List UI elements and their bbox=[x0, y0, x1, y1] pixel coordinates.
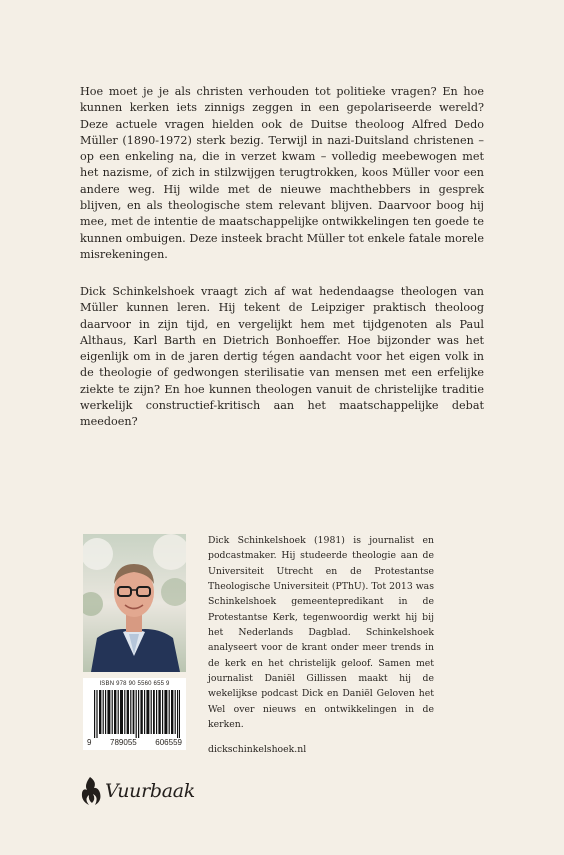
isbn-barcode-box bbox=[83, 678, 186, 750]
description-paragraph-2: Dick Schinkelshoek vraagt zich af wat hedendaagse theologen van Müller kunnen leren. Hij tekent de Leipziger praktisch theoloog daarvoor in zijn tijd, en vergelijkt hem met tijdgenoten als Paul Althaus, Karl Barth en Dietrich Bonhoeffer. Hoe bijzonder was het eigenlijk om in de jaren dertig tégen aandacht voor het eigen volk in de theologie of gedwongen sterilisatie van mensen met een erfelijke ziekte te zijn? En hoe kunnen theologen vanuit de christelijke traditie werkelijk constructief-kritisch aan het maatschappelijke debat meedoen? bbox=[80, 285, 484, 429]
isbn-digits-right: 606559 bbox=[155, 738, 182, 747]
description-paragraph-1: Hoe moet je je als christen verhouden tot politieke vragen? En hoe kunnen kerken iets zinnigs zeggen in een gepolariseerde wereld? Deze actuele vragen hielden ook de Duitse theoloog Alfred Dedo Müller (1890-1972) sterk bezig. Terwijl in nazi-Duitsland christenen – op een enkeling na, die in verzet kwam – volledig meebewogen met het nazisme, of zich in stilzwijgen terugtrokken, koos Müller voor een andere weg. Hij wilde met de nieuwe machthebbers in gesprek blijven, en als theologische stem relevant blijven. Daarvoor boog hij mee, met de intentie de maatschappelijke ontwikkelingen ten goede te kunnen ombuigen. Deze insteek bracht Müller tot enkele fatale morele misrekeningen. bbox=[80, 85, 484, 261]
flame-icon bbox=[80, 776, 102, 806]
publisher-logo bbox=[80, 776, 195, 806]
isbn-digit-first: 9 bbox=[87, 738, 92, 747]
isbn-label: ISBN 978 90 5560 655 9 bbox=[99, 681, 170, 687]
isbn-digits-left: 789055 bbox=[110, 738, 137, 747]
author-photo bbox=[83, 534, 186, 672]
publisher-name: Vuurbaak bbox=[105, 780, 195, 802]
author-bio: Dick Schinkelshoek (1981) is journalist en podcastmaker. Hij studeerde theologie aan de Universiteit Utrecht en de Protestantse Theologische Universiteit (PThU). Tot 2013 was Schinkelshoek gemeentepredikant in de Protestantse Kerk, tegenwoordig werkt hij bij het Nederlands Dagblad. Schinkelshoek analyseert voor de krant onder meer trends in de kerk en het christelijk geloof. Samen met journalist Daniël Gillissen maakt hij de wekelijkse podcast Dick en Daniël Geloven het Wel over nieuws en ontwikkelingen in de kerken. bbox=[208, 535, 434, 731]
barcode-icon bbox=[94, 690, 180, 738]
author-website: dickschinkelshoek.nl bbox=[208, 744, 307, 755]
isbn-digits bbox=[83, 738, 186, 747]
